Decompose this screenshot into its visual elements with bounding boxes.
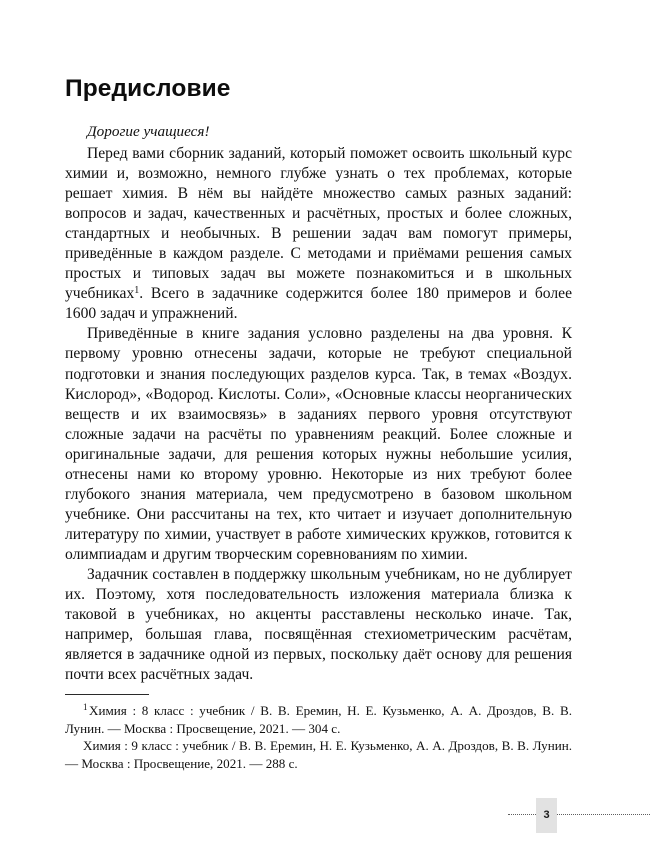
paragraph-levels: Приведённые в книге задания условно разделены на два уровня. К первому уровню отнесены задачи, которые не требуют специальной подготовки и знания последующих разделов курса. Так, в темах «Воздух. Кислород», «Водород. Кислоты. Соли», «Основные классы неорганических веществ и их взаимосвязь» в заданиях первого уровня отсутствуют сложные задачи на расчёты по уравнениям реакций. Более сложные и оригинальные задачи, для решения которых нужны небольшие усилия, отнесены нами ко второму уровню. Некоторые из них требуют более глубокого знания материала, чем предусмотрено в базовом школьном учебнике. Они рассчитаны на тех, кто читает и изучает дополнительную литературу по химии, участвует в работе химических кружков, готовится к олимпиадам и другим творческим соревнованиям по химии. (65, 325, 572, 563)
footnote-text-2: Химия : 9 класс : учебник / В. В. Еремин, Н. Е. Кузьменко, А. А. Дроздов, В. В. Лунин. — Москва : Просвещение, 2021. — 288 с. (65, 738, 572, 771)
page-number: 3 (543, 809, 550, 821)
folio-box (536, 798, 557, 833)
footnote-text-1: Химия : 8 класс : учебник / В. В. Еремин, Н. Е. Кузьменко, А. А. Дроздов, В. В. Лунин. — Москва : Просвещение, 2021. — 304 с. (65, 703, 572, 736)
paragraph-intro-text-before-footnote: Перед вами сборник заданий, который поможет освоить школьный курс химии и, возможно, немного глубже узнать о тех проблемах, которые решает химия. В нём вы найдёте множество самых разных заданий: вопросов и задач, качественных и расчётных, простых и более сложных, стандартных и необычных. В решении задач вам помогут примеры, приведённые в каждом разделе. С методами и приёмами решения самых простых и типовых задач вы можете познакомиться и в школьных учебниках (65, 145, 572, 303)
footnote-reference-1[interactable]: 1 (134, 285, 140, 297)
footnote-section (65, 694, 572, 772)
body-text-block (65, 122, 572, 685)
page-footer (0, 798, 650, 834)
footnote-separator-rule (65, 694, 149, 695)
paragraph-intro-text-after-footnote: . Всего в задачнике содержится более 180 примеров и более 1600 задач и упражнений. (65, 285, 572, 323)
footnote-item-2 (65, 737, 572, 772)
paragraph-intro (65, 144, 572, 324)
footnote-item-1 (65, 702, 572, 737)
paragraph-structure: Задачник составлен в поддержку школьным учебникам, но не дублирует их. Поэтому, хотя последовательность изложения материала близка к таковой в учебниках, но акценты расставлены несколько иначе. Так, например, большая глава, посвящённая стехиометрическим расчётам, является в задачнике одной из первых, поскольку даёт основу для решения почти всех расчётных задач. (65, 565, 572, 684)
footer-dotted-rule (508, 814, 650, 815)
salutation-line: Дорогие учащиеся! (87, 123, 210, 140)
page-title: Предисловие (65, 75, 231, 103)
footnote-marker-1: 1 (83, 702, 88, 713)
